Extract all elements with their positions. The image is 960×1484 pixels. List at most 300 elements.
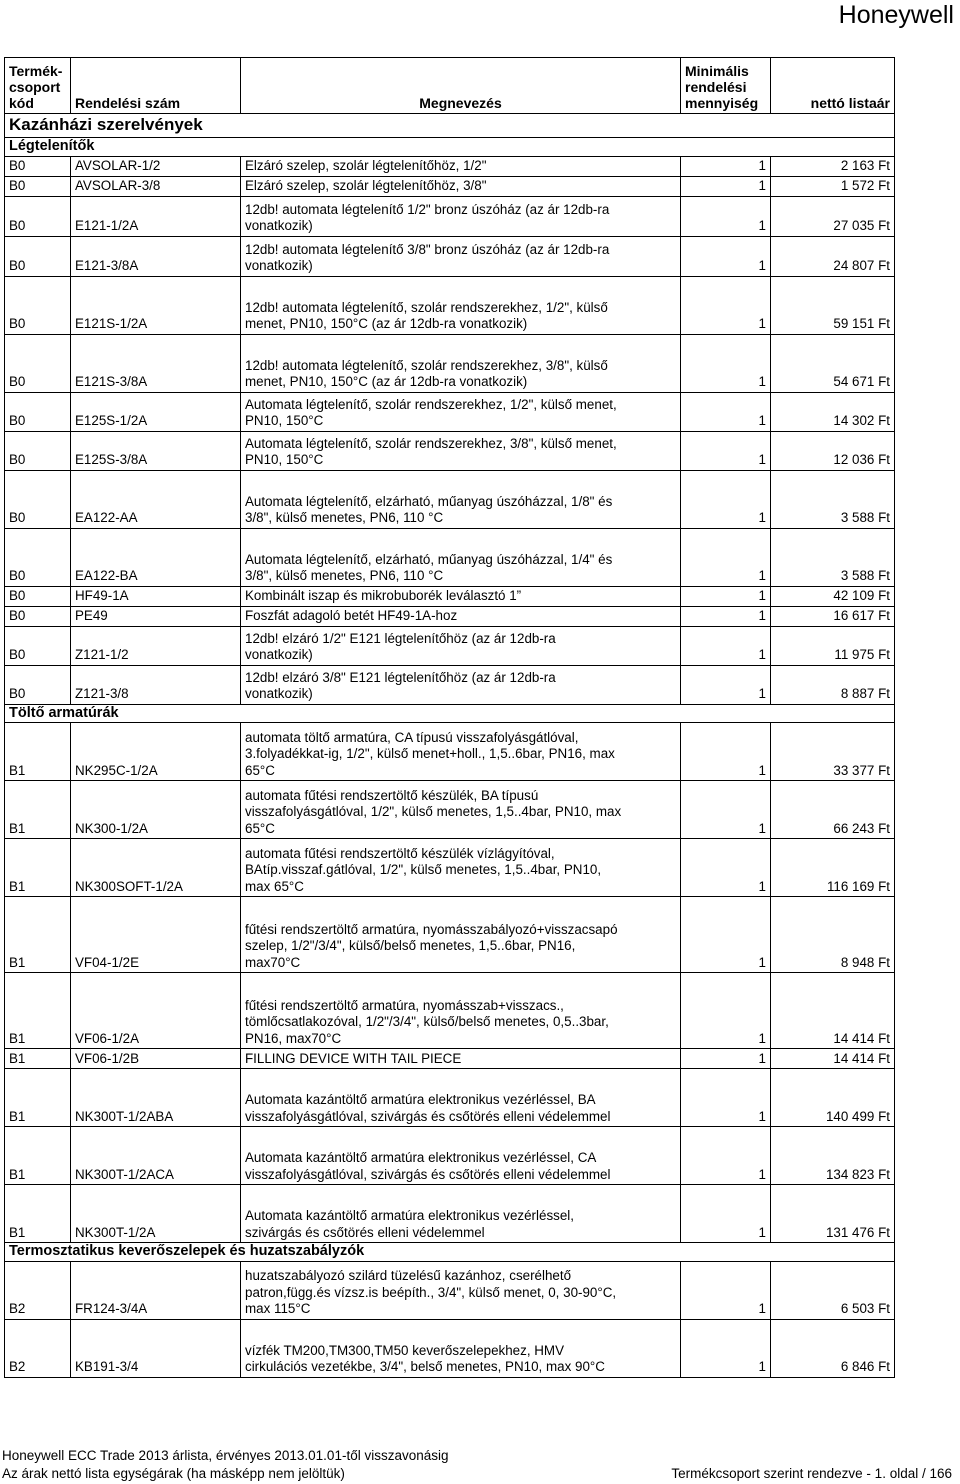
net-list-price-text: 12 036 Ft	[833, 452, 890, 467]
table-row	[5, 897, 895, 973]
min-order-qty-text: 1	[758, 588, 766, 603]
product-group-code-text: B0	[9, 218, 26, 233]
min-order-qty	[681, 176, 771, 196]
net-list-price	[771, 586, 895, 606]
header-row	[5, 58, 895, 114]
net-list-price	[771, 392, 895, 431]
min-order-qty	[681, 528, 771, 586]
net-list-price	[771, 276, 895, 334]
net-list-price-text: 14 414 Ft	[833, 1050, 890, 1066]
product-description-text: 12db! automata légtelenítő, szolár rendszerekhez, 3/8", külső menet, PN10, 150°C (az ár 12db-ra vonatkozik)	[245, 357, 608, 389]
footer-page-info: Termékcsoport szerint rendezve - 1. oldal / 166	[671, 1466, 952, 1481]
order-number	[71, 470, 241, 528]
order-number	[71, 626, 241, 665]
product-description-text: vízfék TM200,TM300,TM50 keverőszelepekhez, HMV cirkulációs vezetékbe, 3/4", belső menetes, PN10, max 90°C	[245, 1342, 605, 1374]
min-order-qty	[681, 392, 771, 431]
net-list-price	[771, 176, 895, 196]
header-min-qty	[681, 58, 771, 114]
min-order-qty-text: 1	[758, 568, 766, 583]
order-number-text: VF04-1/2E	[75, 954, 140, 970]
product-group-code	[5, 723, 71, 781]
table-row	[5, 276, 895, 334]
product-group-code	[5, 973, 71, 1049]
min-order-qty-text: 1	[758, 1301, 766, 1316]
min-order-qty	[681, 626, 771, 665]
table-row	[5, 781, 895, 839]
product-description	[241, 665, 681, 704]
product-description-text: Automata légtelenítő, elzárható, műanyag úszóházzal, 1/4" és 3/8", külső menetes, PN6, 110 °C	[245, 551, 613, 583]
product-group-code-text: B0	[9, 647, 26, 662]
order-number-text: AVSOLAR-3/8	[75, 178, 161, 193]
product-description	[241, 1049, 681, 1069]
min-order-qty-text: 1	[758, 878, 766, 894]
product-description-text: Kombinált iszap és mikrobuborék leválasztó 1”	[245, 588, 522, 603]
table-row	[5, 626, 895, 665]
order-number-text: EA122-AA	[75, 510, 138, 525]
product-group-code-text: B1	[9, 1108, 26, 1124]
product-description-text: Automata légtelenítő, szolár rendszerekhez, 1/2", külső menet, PN10, 150°C	[245, 396, 617, 428]
order-number	[71, 276, 241, 334]
order-number	[71, 723, 241, 781]
order-number	[71, 839, 241, 897]
min-order-qty-text: 1	[758, 374, 766, 389]
header-price-label: nettó listaár	[810, 95, 890, 111]
net-list-price-text: 2 163 Ft	[840, 158, 890, 173]
product-group-code	[5, 334, 71, 392]
min-order-qty	[681, 973, 771, 1049]
net-list-price	[771, 196, 895, 236]
order-number	[71, 781, 241, 839]
product-description-text: automata töltő armatúra, CA típusú visszafolyásgátlóval, 3.folyadékkat-ig, 1/2", külső menet+holl., 1,5..6bar, PN16, max 65°C	[245, 729, 615, 778]
header-order-no-label: Rendelési szám	[75, 95, 181, 111]
product-group-code-text: B0	[9, 158, 26, 173]
min-order-qty	[681, 334, 771, 392]
min-order-qty-text: 1	[758, 413, 766, 428]
product-group-code	[5, 1069, 71, 1127]
net-list-price-text: 27 035 Ft	[833, 218, 890, 233]
product-group-code	[5, 431, 71, 470]
footer-validity: Honeywell ECC Trade 2013 árlista, érvényes 2013.01.01-től visszavonásig	[2, 1448, 449, 1463]
product-group-code-text: B1	[9, 762, 26, 778]
product-description-text: fűtési rendszertöltő armatúra, nyomásszabályozó+visszacsapó szelep, 1/2"/3/4", külső/belső menetes, 1,5..6bar, PN16, max70°C	[245, 921, 618, 970]
product-group-code	[5, 586, 71, 606]
min-order-qty	[681, 1319, 771, 1377]
net-list-price	[771, 723, 895, 781]
order-number	[71, 586, 241, 606]
min-order-qty-text: 1	[758, 1030, 766, 1046]
min-order-qty	[681, 586, 771, 606]
order-number	[71, 665, 241, 704]
table-row	[5, 176, 895, 196]
product-description-text: fűtési rendszertöltő armatúra, nyomásszab+visszacs., tömlőcsatlakozóval, 1/2"/3/4", külső/belső menetes, 0,5..3bar, PN16, max70°C	[245, 997, 609, 1046]
product-description	[241, 586, 681, 606]
net-list-price	[771, 156, 895, 176]
product-group-code	[5, 839, 71, 897]
min-order-qty-text: 1	[758, 178, 766, 193]
product-description	[241, 723, 681, 781]
order-number	[71, 973, 241, 1049]
product-group-code	[5, 276, 71, 334]
net-list-price-text: 54 671 Ft	[833, 374, 890, 389]
min-order-qty-text: 1	[758, 762, 766, 778]
product-group-code-text: B0	[9, 258, 26, 273]
min-order-qty	[681, 1127, 771, 1185]
min-order-qty-text: 1	[758, 510, 766, 525]
table-row	[5, 973, 895, 1049]
net-list-price	[771, 334, 895, 392]
product-group-code-text: B0	[9, 452, 26, 467]
order-number-text: Z121-3/8	[75, 686, 129, 701]
order-number-text: VF06-1/2A	[75, 1030, 140, 1046]
order-number	[71, 392, 241, 431]
order-number-text: HF49-1A	[75, 588, 129, 603]
order-number-text: AVSOLAR-1/2	[75, 158, 161, 173]
net-list-price	[771, 1127, 895, 1185]
product-group-code	[5, 392, 71, 431]
product-group-code	[5, 196, 71, 236]
product-description-text: 12db! elzáró 1/2" E121 légtelenítőhöz (az ár 12db-ra vonatkozik)	[245, 630, 556, 662]
table-row	[5, 839, 895, 897]
product-description	[241, 1069, 681, 1127]
table-row	[5, 156, 895, 176]
product-group-code-text: B1	[9, 878, 26, 894]
net-list-price-text: 3 588 Ft	[840, 568, 890, 583]
product-group-code	[5, 528, 71, 586]
order-number-text: E121-1/2A	[75, 218, 139, 233]
product-group-code-text: B1	[9, 1050, 26, 1066]
table-row	[5, 1049, 895, 1069]
section-heading-row	[5, 138, 895, 157]
min-order-qty-text: 1	[758, 1166, 766, 1182]
product-group-code	[5, 626, 71, 665]
product-description	[241, 1127, 681, 1185]
header-code	[5, 58, 71, 114]
net-list-price-text: 6 503 Ft	[840, 1301, 890, 1316]
order-number	[71, 1319, 241, 1377]
order-number-text: E125S-3/8A	[75, 452, 148, 467]
product-description	[241, 626, 681, 665]
table-row	[5, 1127, 895, 1185]
min-order-qty-text: 1	[758, 1108, 766, 1124]
product-description	[241, 176, 681, 196]
min-order-qty-text: 1	[758, 316, 766, 331]
order-number	[71, 528, 241, 586]
product-description	[241, 156, 681, 176]
min-order-qty-text: 1	[758, 647, 766, 662]
product-description	[241, 1319, 681, 1377]
brand-logo-text: Honeywell	[838, 1, 954, 29]
net-list-price-text: 59 151 Ft	[833, 316, 890, 331]
order-number	[71, 1127, 241, 1185]
product-description	[241, 897, 681, 973]
net-list-price	[771, 781, 895, 839]
product-description	[241, 781, 681, 839]
order-number	[71, 1185, 241, 1243]
product-group-code-text: B2	[9, 1301, 26, 1316]
product-group-code	[5, 1261, 71, 1319]
table-row	[5, 470, 895, 528]
net-list-price	[771, 1261, 895, 1319]
product-description-text: Foszfát adagoló betét HF49-1A-hoz	[245, 608, 458, 623]
net-list-price	[771, 470, 895, 528]
net-list-price	[771, 626, 895, 665]
order-number	[71, 176, 241, 196]
order-number-text: PE49	[75, 608, 108, 623]
order-number-text: NK300T-1/2ACA	[75, 1166, 174, 1182]
product-group-code	[5, 176, 71, 196]
table-row	[5, 1069, 895, 1127]
min-order-qty-text: 1	[758, 608, 766, 623]
header-name-label: Megnevezés	[419, 95, 502, 111]
product-group-code-text: B1	[9, 1166, 26, 1182]
min-order-qty	[681, 897, 771, 973]
footer-price-note: Az árak nettó lista egységárak (ha másképp nem jelöltük)	[2, 1466, 345, 1481]
net-list-price-text: 8 887 Ft	[840, 686, 890, 701]
table-row	[5, 528, 895, 586]
product-description	[241, 196, 681, 236]
order-number	[71, 196, 241, 236]
product-group-code-text: B1	[9, 1030, 26, 1046]
min-order-qty	[681, 470, 771, 528]
net-list-price	[771, 528, 895, 586]
min-order-qty	[681, 1049, 771, 1069]
product-description	[241, 606, 681, 626]
product-description	[241, 276, 681, 334]
product-description-text: huzatszabályozó szilárd tüzelésű kazánhoz, cserélhető patron,függ.és vízsz.is beépíth., 3/4", külső menet, 0, 30-90°C, max 115°C	[245, 1268, 617, 1316]
product-group-code	[5, 665, 71, 704]
product-group-code-text: B0	[9, 374, 26, 389]
product-group-code-text: B0	[9, 568, 26, 583]
price-list-body	[5, 58, 895, 1378]
table-row	[5, 1319, 895, 1377]
product-description-text: 12db! elzáró 3/8" E121 légtelenítőhöz (az ár 12db-ra vonatkozik)	[245, 669, 556, 701]
product-group-code-text: B0	[9, 686, 26, 701]
header-code-label: Termék- csoport kód	[9, 63, 63, 111]
product-description-text: Elzáró szelep, szolár légtelenítőhöz, 3/8"	[245, 178, 487, 193]
min-order-qty	[681, 1261, 771, 1319]
product-group-code-text: B0	[9, 510, 26, 525]
product-group-code-text: B0	[9, 588, 26, 603]
product-group-code-text: B1	[9, 954, 26, 970]
min-order-qty-text: 1	[758, 954, 766, 970]
net-list-price	[771, 236, 895, 276]
net-list-price-text: 134 823 Ft	[825, 1166, 890, 1182]
header-name	[241, 58, 681, 114]
order-number-text: NK300-1/2A	[75, 820, 148, 836]
order-number	[71, 1049, 241, 1069]
product-description-text: Automata légtelenítő, elzárható, műanyag úszóházzal, 1/8" és 3/8", külső menetes, PN6, 110 °C	[245, 493, 613, 525]
product-description-text: Automata kazántöltő armatúra elektronikus vezérléssel, szivárgás és csőtörés elleni védelemmel	[245, 1208, 574, 1240]
product-description-text: 12db! automata légtelenítő 3/8" bronz úszóház (az ár 12db-ra vonatkozik)	[245, 241, 610, 273]
order-number-text: NK300T-1/2A	[75, 1224, 156, 1240]
table-row	[5, 1185, 895, 1243]
table-row	[5, 1261, 895, 1319]
order-number-text: NK300SOFT-1/2A	[75, 878, 183, 894]
product-description	[241, 528, 681, 586]
order-number-text: FR124-3/4A	[75, 1301, 148, 1316]
min-order-qty	[681, 723, 771, 781]
min-order-qty	[681, 839, 771, 897]
price-list-table	[4, 57, 895, 1378]
net-list-price-text: 16 617 Ft	[833, 608, 890, 623]
product-description	[241, 973, 681, 1049]
min-order-qty-text: 1	[758, 820, 766, 836]
order-number	[71, 606, 241, 626]
net-list-price	[771, 665, 895, 704]
product-group-code	[5, 1049, 71, 1069]
net-list-price-text: 14 414 Ft	[833, 1030, 890, 1046]
product-description	[241, 1185, 681, 1243]
min-order-qty-text: 1	[758, 686, 766, 701]
table-row	[5, 431, 895, 470]
net-list-price-text: 24 807 Ft	[833, 258, 890, 273]
table-row	[5, 665, 895, 704]
product-description-text: 12db! automata légtelenítő, szolár rendszerekhez, 1/2", külső menet, PN10, 150°C (az ár 12db-ra vonatkozik)	[245, 299, 608, 331]
product-description-text: Automata kazántöltő armatúra elektronikus vezérléssel, CA visszafolyásgátlóval, szivárgás és csőtörés elleni védelemmel	[245, 1150, 611, 1182]
net-list-price	[771, 1319, 895, 1377]
product-group-code	[5, 781, 71, 839]
table-row	[5, 723, 895, 781]
net-list-price-text: 42 109 Ft	[833, 588, 890, 603]
min-order-qty	[681, 431, 771, 470]
product-group-code-text: B1	[9, 820, 26, 836]
min-order-qty-text: 1	[758, 1050, 766, 1066]
net-list-price	[771, 1069, 895, 1127]
product-group-code	[5, 1127, 71, 1185]
order-number	[71, 236, 241, 276]
product-group-code	[5, 1185, 71, 1243]
order-number-text: NK295C-1/2A	[75, 762, 158, 778]
net-list-price-text: 66 243 Ft	[833, 820, 890, 836]
net-list-price	[771, 606, 895, 626]
product-description-text: Automata kazántöltő armatúra elektronikus vezérléssel, BA visszafolyásgátlóval, szivárgás és csőtörés elleni védelemmel	[245, 1092, 611, 1124]
order-number	[71, 156, 241, 176]
section-heading: Légtelenítők	[5, 138, 895, 157]
net-list-price	[771, 1049, 895, 1069]
product-group-code	[5, 897, 71, 973]
order-number-text: E121S-3/8A	[75, 374, 148, 389]
section-heading-row	[5, 114, 895, 138]
min-order-qty-text: 1	[758, 158, 766, 173]
table-row	[5, 334, 895, 392]
order-number-text: NK300T-1/2ABA	[75, 1108, 174, 1124]
product-group-code	[5, 236, 71, 276]
section-heading-row	[5, 704, 895, 723]
min-order-qty-text: 1	[758, 1359, 766, 1374]
product-group-code-text: B0	[9, 608, 26, 623]
order-number-text: E121S-1/2A	[75, 316, 148, 331]
product-group-code	[5, 470, 71, 528]
order-number	[71, 1069, 241, 1127]
net-list-price-text: 8 948 Ft	[840, 954, 890, 970]
product-description	[241, 236, 681, 276]
net-list-price-text: 131 476 Ft	[825, 1224, 890, 1240]
net-list-price	[771, 839, 895, 897]
min-order-qty-text: 1	[758, 258, 766, 273]
product-group-code-text: B0	[9, 178, 26, 193]
table-row	[5, 196, 895, 236]
product-group-code	[5, 606, 71, 626]
min-order-qty	[681, 781, 771, 839]
product-description-text: Automata légtelenítő, szolár rendszerekhez, 3/8", külső menet, PN10, 150°C	[245, 435, 617, 467]
min-order-qty	[681, 236, 771, 276]
table-row	[5, 586, 895, 606]
product-description	[241, 839, 681, 897]
product-description-text: automata fűtési rendszertöltő készülék, BA típusú visszafolyásgátlóval, 1/2", külső menetes, 1,5..4bar, PN10, max 65°C	[245, 787, 622, 836]
product-group-code-text: B2	[9, 1359, 26, 1374]
min-order-qty-text: 1	[758, 218, 766, 233]
net-list-price-text: 11 975 Ft	[834, 647, 890, 662]
net-list-price-text: 33 377 Ft	[833, 762, 890, 778]
order-number-text: E125S-1/2A	[75, 413, 148, 428]
product-description-text: 12db! automata légtelenítő 1/2" bronz úszóház (az ár 12db-ra vonatkozik)	[245, 201, 610, 233]
section-heading: Töltő armatúrák	[5, 704, 895, 723]
order-number-text: EA122-BA	[75, 568, 138, 583]
header-price	[771, 58, 895, 114]
min-order-qty	[681, 606, 771, 626]
order-number-text: KB191-3/4	[75, 1359, 139, 1374]
header-order-no	[71, 58, 241, 114]
section-heading-row	[5, 1243, 895, 1262]
min-order-qty	[681, 276, 771, 334]
net-list-price	[771, 897, 895, 973]
product-description-text: Elzáró szelep, szolár légtelenítőhöz, 1/2"	[245, 158, 487, 173]
min-order-qty	[681, 1069, 771, 1127]
net-list-price-text: 140 499 Ft	[825, 1108, 890, 1124]
net-list-price-text: 3 588 Ft	[840, 510, 890, 525]
order-number	[71, 334, 241, 392]
product-description	[241, 1261, 681, 1319]
min-order-qty-text: 1	[758, 1224, 766, 1240]
order-number	[71, 431, 241, 470]
product-description-text: automata fűtési rendszertöltő készülék vízlágyítóval, BAtíp.visszaf.gátlóval, 1/2", külső menetes, 1,5..4bar, PN10, max 65°C	[245, 845, 602, 894]
min-order-qty	[681, 665, 771, 704]
header-min-qty-label: Minimális rendelési mennyiség	[685, 63, 759, 111]
order-number	[71, 897, 241, 973]
product-description	[241, 334, 681, 392]
product-group-code-text: B0	[9, 413, 26, 428]
product-description	[241, 470, 681, 528]
order-number-text: VF06-1/2B	[75, 1050, 140, 1066]
section-heading: Termosztatikus keverőszelepek és huzatszabályzók	[5, 1243, 895, 1262]
net-list-price-text: 1 572 Ft	[840, 178, 890, 193]
product-description	[241, 431, 681, 470]
product-group-code	[5, 156, 71, 176]
min-order-qty	[681, 196, 771, 236]
min-order-qty	[681, 156, 771, 176]
product-group-code-text: B1	[9, 1224, 26, 1240]
net-list-price-text: 116 169 Ft	[826, 878, 890, 894]
order-number-text: E121-3/8A	[75, 258, 139, 273]
net-list-price-text: 14 302 Ft	[833, 413, 890, 428]
product-group-code-text: B0	[9, 316, 26, 331]
min-order-qty-text: 1	[758, 452, 766, 467]
net-list-price-text: 6 846 Ft	[840, 1359, 890, 1374]
net-list-price	[771, 1185, 895, 1243]
table-row	[5, 606, 895, 626]
product-description-text: FILLING DEVICE WITH TAIL PIECE	[245, 1050, 462, 1066]
min-order-qty	[681, 1185, 771, 1243]
product-group-code	[5, 1319, 71, 1377]
net-list-price	[771, 973, 895, 1049]
order-number	[71, 1261, 241, 1319]
product-description	[241, 392, 681, 431]
table-row	[5, 236, 895, 276]
net-list-price	[771, 431, 895, 470]
section-heading: Kazánházi szerelvények	[5, 114, 895, 138]
order-number-text: Z121-1/2	[75, 647, 129, 662]
table-row	[5, 392, 895, 431]
